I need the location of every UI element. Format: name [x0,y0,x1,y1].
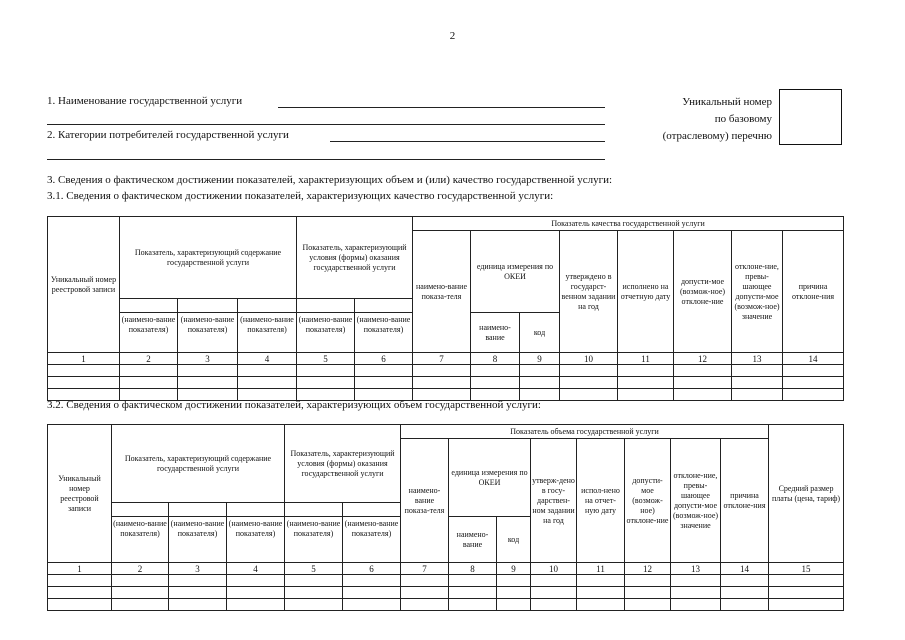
quality-table [47,216,844,401]
column-number: 10 [560,353,618,365]
column-number: 3 [169,563,227,575]
column-number: 10 [531,563,577,575]
content-indicator-name-2: (наимено-вание показателя) [169,517,227,563]
table-row[interactable] [48,599,844,611]
service-name-label: 1. Наименование государственной услуги [47,95,243,107]
unit-name-header: наимено-вание [449,517,497,563]
column-number: 2 [120,353,178,365]
column-number: 12 [625,563,671,575]
condition-indicator-name-1: (наимено-вание показателя) [297,313,355,353]
quality-indicator-header: Показатель качества государственной услуги [413,217,844,231]
unique-number-box[interactable] [779,89,842,145]
column-number: 9 [520,353,560,365]
column-number: 8 [449,563,497,575]
column-number: 12 [674,353,732,365]
content-indicator-name-3: (наимено-вание показателя) [227,517,285,563]
content-indicator-name-1: (наимено-вание показателя) [120,313,178,353]
column-number: 6 [355,353,413,365]
page-number: 2 [449,30,456,42]
column-number: 15 [769,563,844,575]
unit-okei-header: единица измерения по ОКЕИ [471,231,560,313]
excess-deviation-header: отклоне-ние, превы-шающее допусти-мое (возмож-ное) значение [732,231,783,353]
indicator-name-header: наимено-вание показа-теля [413,231,471,353]
approved-header: утверж-дено в госу-дарствен-ном задании на год [531,439,577,563]
section-3-title: 3. Сведения о фактическом достижении показателей, характеризующих объем и (или) качество государственной услуги: [47,174,613,186]
unit-name-header: наимено-вание [471,313,520,353]
content-indicator-name-1: (наимено-вание показателя) [112,517,169,563]
unique-number-label: Уникальный номер по базовому (отраслевому) перечню [662,96,772,142]
condition-indicator-name-2: (наимено-вание показателя) [343,517,401,563]
consumer-category-label: 2. Категории потребителей государственной услуги [47,129,289,141]
column-number: 8 [471,353,520,365]
allowed-deviation-header: допусти-мое (возмож-ное) отклоне-ние [625,439,671,563]
approved-header: утверждено в государст-венном задании на год [560,231,618,353]
consumer-category-field[interactable] [330,141,605,142]
executed-header: исполнено на отчетную дату [618,231,674,353]
deviation-reason-header: причина отклоне-ния [783,231,844,353]
service-name-field-line2[interactable] [47,124,605,125]
column-number: 13 [671,563,721,575]
unique-record-header: Уникальный номер реестровой записи [48,217,120,353]
section-3-1-title: 3.1. Сведения о фактическом достижении показателей, характеризующих качество государственной услуги: [47,190,554,202]
section-3-2-title: 3.2. Сведения о фактическом достижении показателей, характеризующих объем государственной услуги: [47,399,541,411]
column-number: 6 [343,563,401,575]
content-indicator-header: Показатель, характеризующий содержание государственной услуги [120,217,297,299]
condition-indicator-name-2: (наимено-вание показателя) [355,313,413,353]
condition-indicator-header: Показатель, характеризующий условия (формы) оказания государственной услуги [297,217,413,299]
excess-deviation-header: отклоне-ние, превы-шающее допусти-мое (возмож-ное) значение [671,439,721,563]
executed-header: испол-нено на отчет-ную дату [577,439,625,563]
unit-okei-header: единица измерения по ОКЕИ [449,439,531,517]
volume-table [47,424,844,611]
content-indicator-name-2: (наимено-вание показателя) [178,313,238,353]
table-row[interactable] [48,587,844,599]
column-number: 14 [721,563,769,575]
content-indicator-header: Показатель, характеризующий содержание государственной услуги [112,425,285,503]
table-row[interactable] [48,575,844,587]
content-indicator-name-3: (наимено-вание показателя) [238,313,297,353]
column-number: 5 [297,353,355,365]
unit-code-header: код [497,517,531,563]
column-number: 11 [577,563,625,575]
condition-indicator-header: Показатель, характеризующий условия (формы) оказания государственной услуги [285,425,401,503]
deviation-reason-header: причина отклоне-ния [721,439,769,563]
column-number: 13 [732,353,783,365]
volume-indicator-header: Показатель объема государственной услуги [401,425,769,439]
consumer-category-field-line2[interactable] [47,159,605,160]
column-number: 1 [48,353,120,365]
service-name-field[interactable] [278,107,605,108]
indicator-name-header: наимено-вание показа-теля [401,439,449,563]
column-number: 5 [285,563,343,575]
condition-indicator-name-1: (наимено-вание показателя) [285,517,343,563]
column-number: 4 [238,353,297,365]
column-number: 7 [413,353,471,365]
table-row[interactable] [48,365,844,377]
column-number: 4 [227,563,285,575]
column-number: 2 [112,563,169,575]
column-number: 7 [401,563,449,575]
column-number: 1 [48,563,112,575]
unit-code-header: код [520,313,560,353]
allowed-deviation-header: допусти-мое (возмож-ное) отклоне-ние [674,231,732,353]
unique-record-header: Уникальный номер реестровой записи [48,425,112,563]
avg-fee-header: Средний размер платы (цена, тариф) [769,425,844,563]
column-number: 9 [497,563,531,575]
column-number: 11 [618,353,674,365]
column-number: 3 [178,353,238,365]
column-number: 14 [783,353,844,365]
table-row[interactable] [48,377,844,389]
